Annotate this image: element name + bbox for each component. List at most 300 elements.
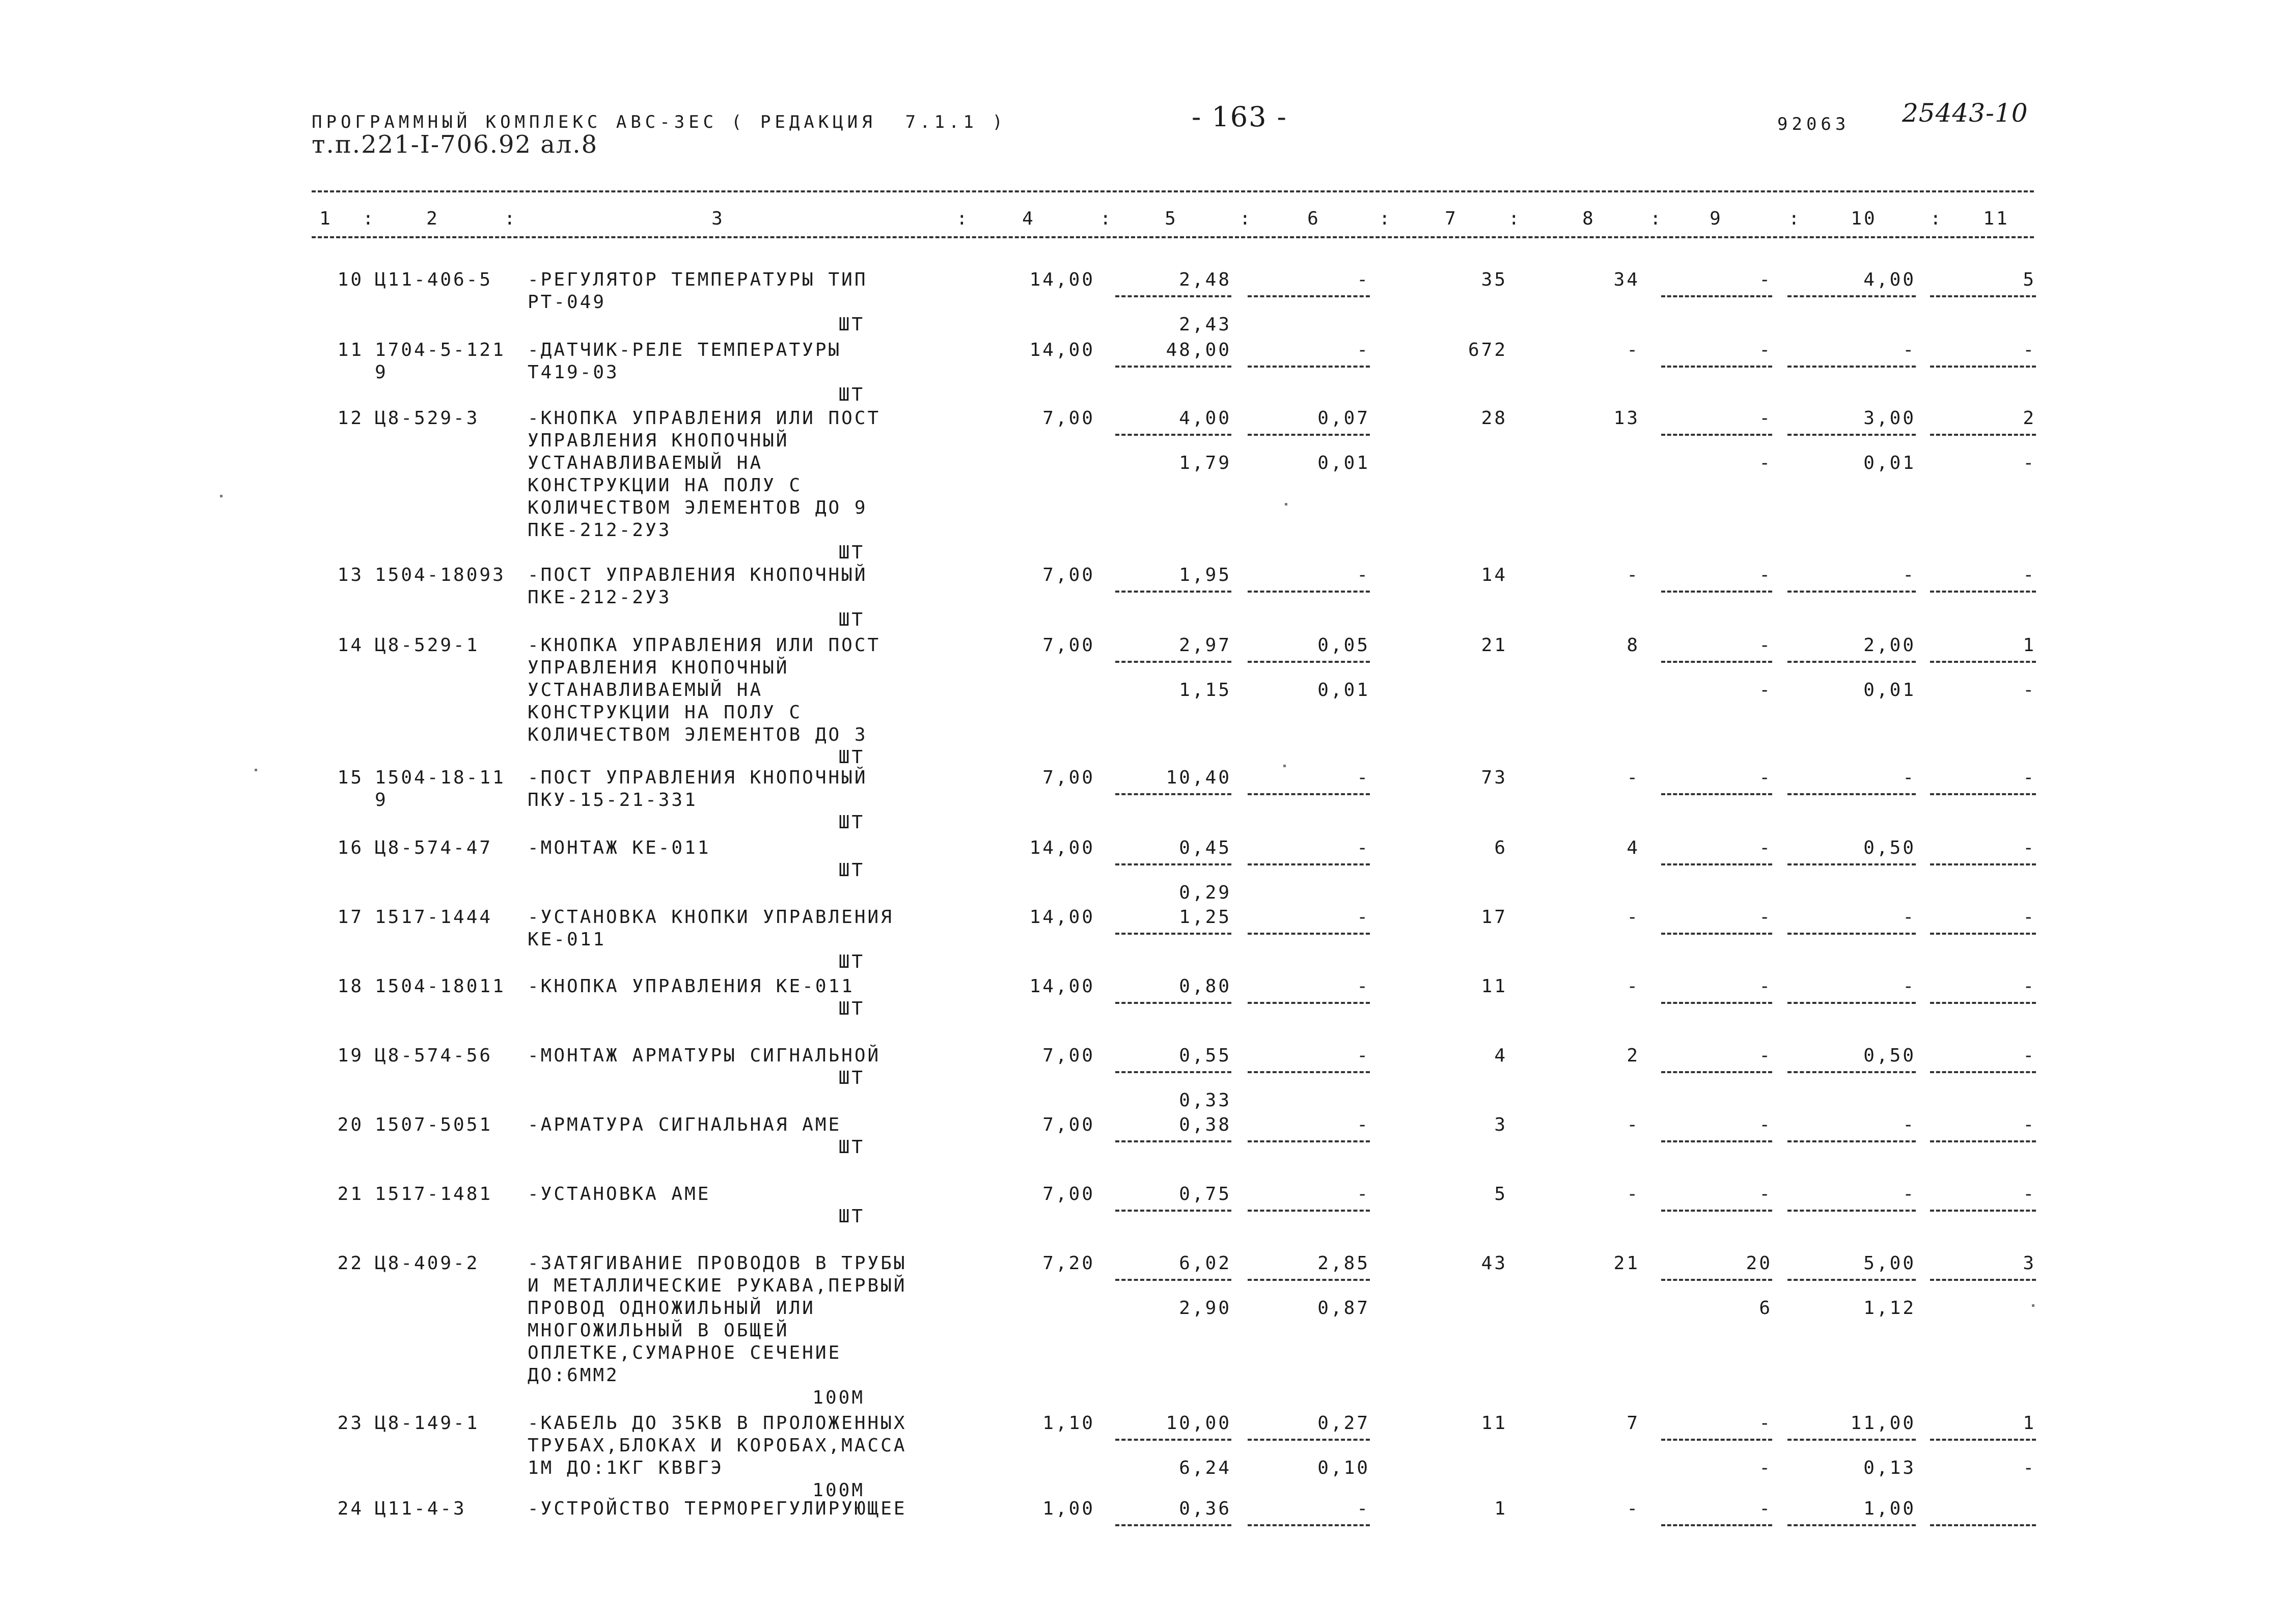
row-description: ПКЕ-212-2У3 <box>528 520 672 541</box>
cell-c7: 11 <box>1481 976 1507 997</box>
cell-c5b-second: 0,33 <box>1179 1090 1231 1111</box>
cell-c9: - <box>1759 269 1772 290</box>
row-description: -ПОСТ УПРАВЛЕНИЯ КНОПОЧНЫЙ <box>528 767 868 788</box>
column-separator: : <box>1930 208 1943 229</box>
scan-speck <box>1285 503 1287 506</box>
cell-divider <box>1115 793 1231 795</box>
column-header-2: 2 <box>426 208 439 229</box>
column-header-4: 4 <box>1022 208 1035 229</box>
cell-divider <box>1115 295 1231 297</box>
cell-c9: - <box>1759 565 1772 585</box>
row-number: 23 <box>337 1413 364 1434</box>
cell-divider <box>1661 1279 1772 1281</box>
row-code: Ц11-406-5 <box>375 269 493 290</box>
row-description: 1М ДО:1КГ КВВГЭ <box>528 1458 724 1478</box>
row-unit: ШТ <box>838 1137 865 1158</box>
program-title: ПРОГРАММНЫЙ КОМПЛЕКС АВС-ЗЕС <box>312 112 718 132</box>
cell-c6: - <box>1357 976 1370 997</box>
row-code: 1504-18-11 <box>375 767 506 788</box>
cell-c8: - <box>1627 1114 1640 1135</box>
cell-divider <box>1661 933 1772 935</box>
cell-divider <box>1115 863 1231 865</box>
cell-c7: 21 <box>1481 635 1507 656</box>
cell-c10: 1,00 <box>1863 1498 1916 1519</box>
cell-c4: 7,00 <box>1042 408 1095 429</box>
cell-c11b-second: - <box>2023 1458 2036 1478</box>
row-number: 17 <box>337 907 364 928</box>
cell-c10: - <box>1903 767 1916 788</box>
cell-c8: 21 <box>1613 1253 1640 1274</box>
cell-c9: - <box>1759 340 1772 360</box>
cell-divider <box>1248 1071 1370 1073</box>
cell-divider <box>1661 1071 1772 1073</box>
cell-c8: - <box>1627 1184 1640 1205</box>
cell-c4: 14,00 <box>1029 976 1095 997</box>
cell-c11: - <box>2023 1184 2036 1205</box>
row-description: ТРУБАХ,БЛОКАХ И КОРОБАХ,МАССА <box>528 1435 907 1456</box>
cell-c10: - <box>1903 340 1916 360</box>
cell-c5: 4,00 <box>1179 408 1231 429</box>
cell-divider <box>1115 1279 1231 1281</box>
cell-divider <box>1248 1439 1370 1441</box>
row-code: 1504-18093 <box>375 565 506 585</box>
row-description: УСТАНАВЛИВАЕМЫЙ НА <box>528 680 763 701</box>
cell-c6: - <box>1357 1184 1370 1205</box>
cell-c10: - <box>1903 565 1916 585</box>
row-number: 15 <box>337 767 364 788</box>
row-description: -ДАТЧИК-РЕЛЕ ТЕМПЕРАТУРЫ <box>528 340 842 360</box>
cell-c5b-second: 2,90 <box>1179 1298 1231 1319</box>
row-unit: ШТ <box>838 812 865 833</box>
cell-divider <box>1115 661 1231 663</box>
cell-c6: - <box>1357 907 1370 928</box>
row-description: ДО:6ММ2 <box>528 1365 619 1386</box>
cell-c9b-second: - <box>1759 453 1772 473</box>
scan-speck <box>220 495 223 497</box>
cell-c6: 0,27 <box>1317 1413 1370 1434</box>
cell-c10b-second: 0,01 <box>1863 680 1916 701</box>
row-description: КОНСТРУКЦИИ НА ПОЛУ С <box>528 475 803 496</box>
cell-c10: - <box>1903 976 1916 997</box>
column-separator: : <box>1240 208 1253 229</box>
column-header-11: 11 <box>1983 208 2009 229</box>
cell-c11: - <box>2023 340 2036 360</box>
row-number: 11 <box>337 340 364 360</box>
cell-c8: 34 <box>1613 269 1640 290</box>
row-description: Т419-03 <box>528 362 619 383</box>
cell-c7: 11 <box>1481 1413 1507 1434</box>
cell-c11: - <box>2023 565 2036 585</box>
cell-divider <box>1248 1279 1370 1281</box>
cell-c4: 1,00 <box>1042 1498 1095 1519</box>
row-description: -УСТАНОВКА АМЕ <box>528 1184 711 1205</box>
row-code: 1507-5051 <box>375 1114 493 1135</box>
cell-c5b-second: 6,24 <box>1179 1458 1231 1478</box>
cell-c11: - <box>2023 767 2036 788</box>
cell-c7: 5 <box>1494 1184 1507 1205</box>
row-code: 1504-18011 <box>375 976 506 997</box>
cell-divider <box>1661 366 1772 368</box>
row-code: 1517-1444 <box>375 907 493 928</box>
column-header-10: 10 <box>1851 208 1877 229</box>
cell-divider <box>1661 1210 1772 1212</box>
cell-divider <box>1115 1439 1231 1441</box>
row-unit: ШТ <box>838 860 865 881</box>
cell-divider <box>1661 1002 1772 1004</box>
cell-divider <box>1248 591 1370 593</box>
cell-divider <box>1787 933 1916 935</box>
cell-divider <box>1248 366 1370 368</box>
row-description: -МОНТАЖ КЕ-011 <box>528 837 711 858</box>
cell-c5b-second: 1,15 <box>1179 680 1231 701</box>
cell-c6: 0,07 <box>1317 408 1370 429</box>
cell-c6: - <box>1357 1114 1370 1135</box>
cell-c4: 1,10 <box>1042 1413 1095 1434</box>
cell-c9b-second: 6 <box>1759 1298 1772 1319</box>
cell-c10: 4,00 <box>1863 269 1916 290</box>
row-code: Ц8-409-2 <box>375 1253 480 1274</box>
cell-c8: 13 <box>1613 408 1640 429</box>
cell-c6b-second: 0,01 <box>1317 680 1370 701</box>
page-number: - 163 - <box>1192 101 1287 133</box>
cell-c8: - <box>1627 1498 1640 1519</box>
cell-c7: 73 <box>1481 767 1507 788</box>
cell-c5: 0,36 <box>1179 1498 1231 1519</box>
cell-c9: - <box>1759 976 1772 997</box>
cell-divider <box>1661 863 1772 865</box>
cell-c7: 14 <box>1481 565 1507 585</box>
row-unit: ШТ <box>838 314 865 335</box>
cell-c7: 4 <box>1494 1045 1507 1066</box>
cell-c8: - <box>1627 340 1640 360</box>
cell-c9: - <box>1759 1413 1772 1434</box>
cell-c11: 5 <box>2023 269 2036 290</box>
cell-c4: 7,00 <box>1042 565 1095 585</box>
cell-c11: - <box>2023 837 2036 858</box>
row-description: -ЗАТЯГИВАНИЕ ПРОВОДОВ В ТРУБЫ <box>528 1253 907 1274</box>
cell-c8: 4 <box>1627 837 1640 858</box>
cell-divider <box>1248 793 1370 795</box>
cell-c4: 7,00 <box>1042 767 1095 788</box>
cell-c10: 3,00 <box>1863 408 1916 429</box>
cell-c4: 14,00 <box>1029 907 1095 928</box>
row-code: Ц8-529-3 <box>375 408 480 429</box>
row-description: КОЛИЧЕСТВОМ ЭЛЕМЕНТОВ ДО 3 <box>528 724 868 745</box>
row-description: И МЕТАЛЛИЧЕСКИЕ РУКАВА,ПЕРВЫЙ <box>528 1275 907 1296</box>
row-code: Ц8-529-1 <box>375 635 480 656</box>
row-description: -РЕГУЛЯТОР ТЕМПЕРАТУРЫ ТИП <box>528 269 868 290</box>
cell-c5: 0,80 <box>1179 976 1231 997</box>
cell-c9: - <box>1759 837 1772 858</box>
row-number: 12 <box>337 408 364 429</box>
cell-c9: - <box>1759 1045 1772 1066</box>
cell-c8: - <box>1627 976 1640 997</box>
cell-divider <box>1930 1439 2036 1441</box>
row-code: Ц8-574-47 <box>375 837 493 858</box>
column-separator: : <box>363 208 376 229</box>
cell-c5b-second: 2,43 <box>1179 314 1231 335</box>
row-number: 13 <box>337 565 364 585</box>
column-header-8: 8 <box>1582 208 1595 229</box>
cell-divider <box>1115 434 1231 436</box>
cell-c5b-second: 1,79 <box>1179 453 1231 473</box>
row-unit: 100М <box>812 1387 865 1408</box>
row-unit: ШТ <box>838 542 865 563</box>
cell-c6: - <box>1357 837 1370 858</box>
column-header-5: 5 <box>1165 208 1178 229</box>
row-code: Ц11-4-3 <box>375 1498 466 1519</box>
row-code: Ц8-574-56 <box>375 1045 493 1066</box>
column-separator: : <box>1650 208 1663 229</box>
cell-divider <box>1248 295 1370 297</box>
cell-c8: 8 <box>1627 635 1640 656</box>
cell-divider <box>1115 1524 1231 1526</box>
cell-divider <box>1930 863 2036 865</box>
cell-c9b-second: - <box>1759 680 1772 701</box>
cell-c5: 1,25 <box>1179 907 1231 928</box>
cell-c4: 7,00 <box>1042 1114 1095 1135</box>
cell-c10b-second: 0,13 <box>1863 1458 1916 1478</box>
cell-divider <box>1930 933 2036 935</box>
cell-c9: 20 <box>1746 1253 1772 1274</box>
cell-c6b-second: 0,10 <box>1317 1458 1370 1478</box>
cell-c11b-second: - <box>2023 680 2036 701</box>
cell-divider <box>1787 661 1916 663</box>
cell-c7: 43 <box>1481 1253 1507 1274</box>
row-code: 9 <box>375 790 388 810</box>
cell-c6b-second: 0,87 <box>1317 1298 1370 1319</box>
row-unit: ШТ <box>838 384 865 405</box>
cell-c7: 35 <box>1481 269 1507 290</box>
cell-divider <box>1661 1524 1772 1526</box>
row-description: -КНОПКА УПРАВЛЕНИЯ ИЛИ ПОСТ <box>528 635 881 656</box>
cell-divider <box>1930 1279 2036 1281</box>
row-code: 1517-1481 <box>375 1184 493 1205</box>
cell-divider <box>1248 1524 1370 1526</box>
row-description: РТ-049 <box>528 292 607 313</box>
cell-c6: - <box>1357 269 1370 290</box>
row-number: 10 <box>337 269 364 290</box>
cell-c10b-second: 0,01 <box>1863 453 1916 473</box>
row-description: -УСТАНОВКА КНОПКИ УПРАВЛЕНИЯ <box>528 907 894 928</box>
cell-c4: 7,20 <box>1042 1253 1095 1274</box>
row-description: УСТАНАВЛИВАЕМЫЙ НА <box>528 453 763 473</box>
cell-c5: 2,97 <box>1179 635 1231 656</box>
cell-divider <box>1115 1071 1231 1073</box>
document-reference: т.п.221-I-706.92 ал.8 <box>312 130 598 159</box>
cell-c8: - <box>1627 767 1640 788</box>
cell-c9b-second: - <box>1759 1458 1772 1478</box>
cell-c8: - <box>1627 565 1640 585</box>
cell-c4: 14,00 <box>1029 340 1095 360</box>
row-number: 24 <box>337 1498 364 1519</box>
row-unit: ШТ <box>838 1206 865 1227</box>
row-number: 21 <box>337 1184 364 1205</box>
column-separator: : <box>956 208 970 229</box>
row-unit: ШТ <box>838 1068 865 1088</box>
cell-c9: - <box>1759 1114 1772 1135</box>
cell-c10: 0,50 <box>1863 1045 1916 1066</box>
cell-divider <box>1930 591 2036 593</box>
cell-divider <box>1930 366 2036 368</box>
cell-divider <box>1115 591 1231 593</box>
cell-divider <box>1248 933 1370 935</box>
cell-c11b-second: - <box>2023 453 2036 473</box>
row-unit: 100М <box>812 1480 865 1501</box>
cell-divider <box>1248 1210 1370 1212</box>
row-number: 19 <box>337 1045 364 1066</box>
cell-divider <box>1787 1140 1916 1142</box>
cell-c11: 2 <box>2023 408 2036 429</box>
row-unit: ШТ <box>838 609 865 630</box>
column-separator: : <box>1508 208 1522 229</box>
cell-c11: 1 <box>2023 1413 2036 1434</box>
cell-divider <box>1787 295 1916 297</box>
cell-c8: 2 <box>1627 1045 1640 1066</box>
cell-divider <box>1248 661 1370 663</box>
scan-speck <box>255 769 257 771</box>
cell-c5: 0,55 <box>1179 1045 1231 1066</box>
cell-c6: - <box>1357 1045 1370 1066</box>
row-unit: ШТ <box>838 747 865 768</box>
cell-c5: 0,45 <box>1179 837 1231 858</box>
cell-divider <box>1248 434 1370 436</box>
row-description: МНОГОЖИЛЬНЫЙ В ОБЩЕЙ <box>528 1320 789 1341</box>
cell-c5: 10,40 <box>1166 767 1231 788</box>
row-description: -МОНТАЖ АРМАТУРЫ СИГНАЛЬНОЙ <box>528 1045 881 1066</box>
cell-c10: 5,00 <box>1863 1253 1916 1274</box>
cell-c10: 0,50 <box>1863 837 1916 858</box>
row-code: 9 <box>375 362 388 383</box>
row-description: -УСТРОЙСТВО ТЕРМОРЕГУЛИРУЮЩЕЕ <box>528 1498 907 1519</box>
cell-c6b-second: 0,01 <box>1317 453 1370 473</box>
cell-c7: 672 <box>1468 340 1507 360</box>
cell-divider <box>1248 1140 1370 1142</box>
row-code: 1704-5-121 <box>375 340 506 360</box>
cell-divider <box>1930 295 2036 297</box>
cell-divider <box>1787 863 1916 865</box>
cell-divider <box>1930 434 2036 436</box>
cell-c4: 7,00 <box>1042 635 1095 656</box>
column-separator: : <box>1379 208 1392 229</box>
cell-c8: 7 <box>1627 1413 1640 1434</box>
cell-c9: - <box>1759 1184 1772 1205</box>
cell-divider <box>1661 793 1772 795</box>
cell-c7: 1 <box>1494 1498 1507 1519</box>
cell-divider <box>1661 661 1772 663</box>
cell-c6: 0,05 <box>1317 635 1370 656</box>
row-unit: ШТ <box>838 951 865 972</box>
cell-divider <box>1248 863 1370 865</box>
cell-c7: 17 <box>1481 907 1507 928</box>
cell-c10: 11,00 <box>1850 1413 1916 1434</box>
cell-c11: - <box>2023 907 2036 928</box>
column-header-7: 7 <box>1445 208 1458 229</box>
cell-c8: - <box>1627 907 1640 928</box>
cell-divider <box>1661 591 1772 593</box>
cell-c11: 3 <box>2023 1253 2036 1274</box>
cell-divider <box>1787 1524 1916 1526</box>
cell-c10: - <box>1903 1114 1916 1135</box>
cell-divider <box>1787 434 1916 436</box>
cell-c10: - <box>1903 1184 1916 1205</box>
cell-divider <box>1115 1140 1231 1142</box>
row-description: ОПЛЕТКЕ,СУМАРНОЕ СЕЧЕНИЕ <box>528 1342 842 1363</box>
cell-c9: - <box>1759 635 1772 656</box>
cell-c7: 3 <box>1494 1114 1507 1135</box>
cell-divider <box>1787 1439 1916 1441</box>
cell-divider <box>1930 1071 2036 1073</box>
row-description: -АРМАТУРА СИГНАЛЬНАЯ АМЕ <box>528 1114 842 1135</box>
cell-divider <box>1115 366 1231 368</box>
cell-c4: 14,00 <box>1029 837 1095 858</box>
column-separator: : <box>1788 208 1802 229</box>
cell-c6: - <box>1357 767 1370 788</box>
cell-c7: 6 <box>1494 837 1507 858</box>
cell-divider <box>1115 1002 1231 1004</box>
row-description: -КНОПКА УПРАВЛЕНИЯ ИЛИ ПОСТ <box>528 408 881 429</box>
cell-c11: 1 <box>2023 635 2036 656</box>
table-header-rule <box>312 236 2034 238</box>
cell-c11: - <box>2023 1114 2036 1135</box>
cell-divider <box>1787 591 1916 593</box>
row-description: ПКЕ-212-2У3 <box>528 587 672 608</box>
scan-speck <box>2032 1304 2034 1307</box>
column-separator: : <box>1100 208 1113 229</box>
row-description: КЕ-011 <box>528 929 607 950</box>
column-header-6: 6 <box>1307 208 1320 229</box>
edition-label: ( РЕДАКЦИЯ 7.1.1 ) <box>731 112 1007 132</box>
cell-divider <box>1787 1002 1916 1004</box>
cell-c6: 2,85 <box>1317 1253 1370 1274</box>
cell-c6: - <box>1357 1498 1370 1519</box>
cell-c5b-second: 0,29 <box>1179 882 1231 903</box>
cell-c10: 2,00 <box>1863 635 1916 656</box>
cell-c10: - <box>1903 907 1916 928</box>
cell-c10b-second: 1,12 <box>1863 1298 1916 1319</box>
cell-c4: 7,00 <box>1042 1184 1095 1205</box>
row-number: 14 <box>337 635 364 656</box>
cell-divider <box>1661 434 1772 436</box>
cell-c7: 28 <box>1481 408 1507 429</box>
column-separator: : <box>504 208 517 229</box>
cell-divider <box>1787 366 1916 368</box>
row-description: УПРАВЛЕНИЯ КНОПОЧНЫЙ <box>528 657 789 678</box>
cell-c5: 10,00 <box>1166 1413 1231 1434</box>
cell-divider <box>1930 1210 2036 1212</box>
sheet-mark: 25443-10 <box>1902 98 2028 128</box>
cell-divider <box>1787 1279 1916 1281</box>
cell-divider <box>1787 1071 1916 1073</box>
row-number: 16 <box>337 837 364 858</box>
cell-divider <box>1930 1140 2036 1142</box>
cell-divider <box>1248 1002 1370 1004</box>
cell-c5: 0,75 <box>1179 1184 1231 1205</box>
cell-c11: - <box>2023 1045 2036 1066</box>
cell-divider <box>1661 1439 1772 1441</box>
cell-divider <box>1661 295 1772 297</box>
cell-c5: 48,00 <box>1166 340 1231 360</box>
cell-divider <box>1930 1002 2036 1004</box>
cell-divider <box>1787 793 1916 795</box>
cell-c5: 2,48 <box>1179 269 1231 290</box>
column-header-1: 1 <box>319 208 333 229</box>
row-description: КОНСТРУКЦИИ НА ПОЛУ С <box>528 702 803 723</box>
row-description: ПРОВОД ОДНОЖИЛЬНЫЙ ИЛИ <box>528 1298 815 1319</box>
cell-divider <box>1930 661 2036 663</box>
column-header-3: 3 <box>711 208 725 229</box>
column-header-9: 9 <box>1710 208 1723 229</box>
